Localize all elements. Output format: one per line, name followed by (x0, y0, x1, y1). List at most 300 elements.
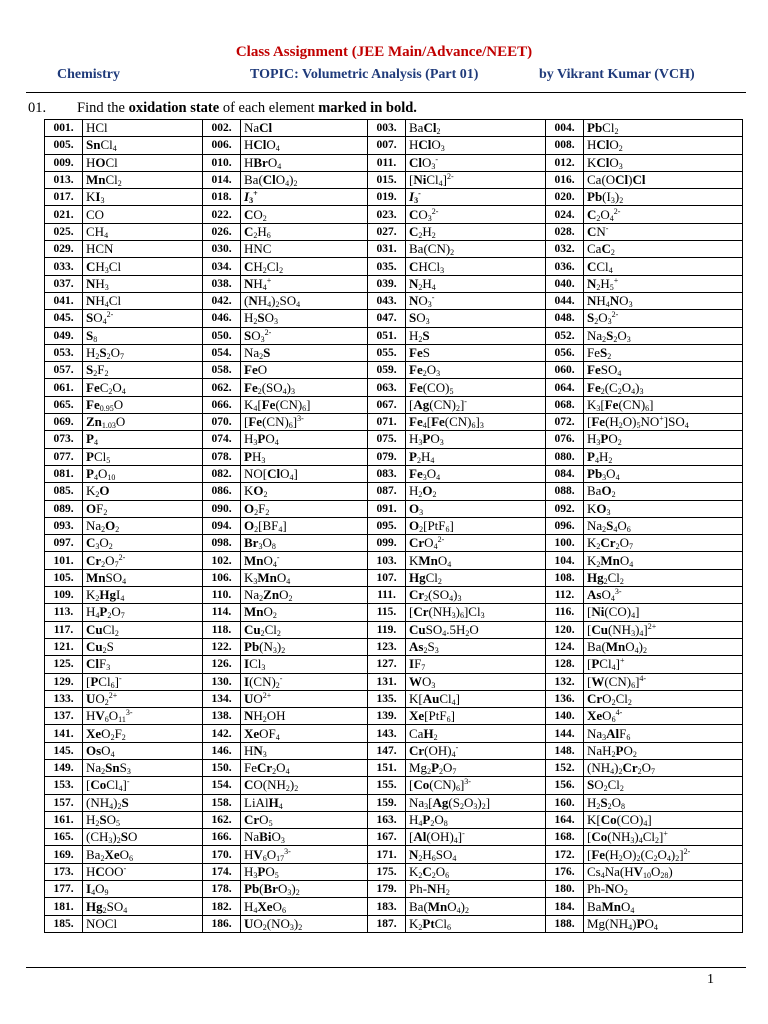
compound-formula: $NH_2OH$ (241, 708, 368, 725)
item-number: 001. (45, 120, 83, 137)
item-number: 153. (45, 777, 83, 794)
table-row (45, 379, 743, 396)
table-row (45, 811, 743, 828)
header-divider (26, 92, 746, 93)
item-number: 138. (203, 708, 241, 725)
item-number: 058. (203, 362, 241, 379)
compound-formula: $CH_3Cl$ (83, 258, 203, 275)
compound-formula: $NaH_2PO_2$ (584, 742, 743, 759)
compound-formula: XeOF$_4$ (241, 725, 368, 742)
item-number: 046. (203, 310, 241, 327)
compound-formula: $H_4XeO_6$ (241, 898, 368, 915)
compound-formula: $O_2[BF_4]$ (241, 517, 368, 534)
table-row (45, 569, 743, 586)
compound-formula: $SO_3$ (406, 310, 546, 327)
compound-formula: $Na_3[Ag(S_2O_3)_2]$ (406, 794, 546, 811)
compound-formula: BaMnO$_4$ (584, 898, 743, 915)
compound-formula: $Br_3O_8$ (241, 535, 368, 552)
item-number: 093. (45, 517, 83, 534)
item-number: 164. (546, 811, 584, 828)
author-label: by Vikrant Kumar (VCH) (539, 67, 695, 82)
compound-formula: $PH_3$ (241, 448, 368, 465)
compound-formula: $I_3^-$ (406, 189, 546, 206)
compound-formula: $(NH_4)_2Cr_2O_7$ (584, 759, 743, 776)
compound-formula: $K_2PtCl_6$ (406, 915, 546, 932)
item-number: 132. (546, 673, 584, 690)
item-number: 186. (203, 915, 241, 932)
compound-formula: ClF$_3$ (83, 656, 203, 673)
compound-formula: $SO_2Cl_2$ (584, 777, 743, 794)
item-number: 022. (203, 206, 241, 223)
compound-formula: $Cr_2O_7^{2-}$ (83, 552, 203, 569)
item-number: 038. (203, 275, 241, 292)
item-number: 018. (203, 189, 241, 206)
item-number: 128. (546, 656, 584, 673)
item-number: 056. (546, 344, 584, 361)
item-number: 015. (368, 171, 406, 188)
compound-formula: $Cs_4Na(HV_{10}O_{28})$ (584, 863, 743, 880)
compound-formula: $KO_2$ (241, 483, 368, 500)
table-row (45, 535, 743, 552)
item-number: 134. (203, 690, 241, 707)
table-row (45, 292, 743, 309)
item-number: 161. (45, 811, 83, 828)
item-number: 188. (546, 915, 584, 932)
compound-formula: $H_2SO_5$ (83, 811, 203, 828)
compound-formula: $As_2S_3$ (406, 638, 546, 655)
item-number: 118. (203, 621, 241, 638)
compound-formula: $K_4[Fe(CN)_6]$ (241, 396, 368, 413)
item-number: 127. (368, 656, 406, 673)
item-number: 034. (203, 258, 241, 275)
table-row (45, 621, 743, 638)
compound-formula: $Zn_{1.03}O$ (83, 414, 203, 431)
item-number: 179. (368, 881, 406, 898)
item-number: 067. (368, 396, 406, 413)
item-number: 072. (546, 414, 584, 431)
table-row (45, 846, 743, 863)
item-number: 030. (203, 241, 241, 258)
compound-formula: $(CH_3)_2SO$ (83, 829, 203, 846)
item-number: 012. (546, 154, 584, 171)
compound-formula: $CH_2Cl_2$ (241, 258, 368, 275)
compound-formula: $H_3PO_3$ (406, 431, 546, 448)
subject-label: Chemistry (57, 67, 120, 82)
compound-formula: $(NH_4)_2SO_4$ (241, 292, 368, 309)
page-number: 1 (707, 972, 714, 987)
item-number: 047. (368, 310, 406, 327)
item-number: 043. (368, 292, 406, 309)
item-number: 071. (368, 414, 406, 431)
table-row (45, 829, 743, 846)
table-row (45, 777, 743, 794)
item-number: 170. (203, 846, 241, 863)
compound-formula: $N_2H_4$ (406, 275, 546, 292)
compound-formula: XeO$_6^{4-}$ (584, 708, 743, 725)
item-number: 156. (546, 777, 584, 794)
item-number: 095. (368, 517, 406, 534)
item-number: 117. (45, 621, 83, 638)
compound-formula: HClO$_3$ (406, 137, 546, 154)
table-row (45, 120, 743, 137)
compound-formula: $S_8$ (83, 327, 203, 344)
compound-formula: $Fe_{0.95}O$ (83, 396, 203, 413)
compound-formula: HClO$_4$ (241, 137, 368, 154)
item-number: 171. (368, 846, 406, 863)
compound-formula: CHCl$_3$ (406, 258, 546, 275)
table-row (45, 742, 743, 759)
compound-formula: $UO_2^{2+}$ (83, 690, 203, 707)
item-number: 073. (45, 431, 83, 448)
item-number: 151. (368, 759, 406, 776)
item-number: 133. (45, 690, 83, 707)
table-row (45, 171, 743, 188)
table-row (45, 310, 743, 327)
compound-formula: CrO$_4^{2-}$ (406, 535, 546, 552)
compound-formula: $H_2S_2O_8$ (584, 794, 743, 811)
item-number: 136. (546, 690, 584, 707)
item-number: 070. (203, 414, 241, 431)
compound-formula: $O_2F_2$ (241, 500, 368, 517)
item-number: 150. (203, 759, 241, 776)
table-row (45, 638, 743, 655)
table-row (45, 587, 743, 604)
item-number: 112. (546, 587, 584, 604)
table-row (45, 673, 743, 690)
item-number: 075. (368, 431, 406, 448)
item-number: 185. (45, 915, 83, 932)
compound-formula: $I_3^+$ (241, 189, 368, 206)
item-number: 090. (203, 500, 241, 517)
table-row (45, 483, 743, 500)
compound-formula: [PCl$_6$]- (83, 673, 203, 690)
compound-formula: CN- (584, 223, 743, 240)
compound-formula: $UO_2(NO_3)_2$ (241, 915, 368, 932)
item-number: 130. (203, 673, 241, 690)
table-row (45, 500, 743, 517)
item-number: 033. (45, 258, 83, 275)
item-number: 121. (45, 638, 83, 655)
item-number: 105. (45, 569, 83, 586)
item-number: 013. (45, 171, 83, 188)
item-number: 076. (546, 431, 584, 448)
compound-formula: $Cr(OH)_4^-$ (406, 742, 546, 759)
compound-formula: $I(CN)_2^-$ (241, 673, 368, 690)
item-number: 091. (368, 500, 406, 517)
compound-formula: [NiCl$_4$]$^{2-}$ (406, 171, 546, 188)
compound-formula: MnSO$_4$ (83, 569, 203, 586)
assignment-title: Class Assignment (JEE Main/Advance/NEET) (235, 44, 533, 60)
item-number: 060. (546, 362, 584, 379)
compound-formula: $(NH_4)_2S$ (83, 794, 203, 811)
compound-formula: $[Co(CN)_6]^{3-}$ (406, 777, 546, 794)
compound-formula: $HV_6O_{11}^{3-}$ (83, 708, 203, 725)
compound-formula: $S_2F_2$ (83, 362, 203, 379)
compound-formula: KMnO$_4$ (406, 552, 546, 569)
item-number: 031. (368, 241, 406, 258)
table-row (45, 656, 743, 673)
topic-label: TOPIC: Volumetric Analysis (Part 01) (250, 67, 479, 82)
item-number: 147. (368, 742, 406, 759)
item-number: 165. (45, 829, 83, 846)
compound-formula: CrO$_5$ (241, 811, 368, 828)
compound-formula: $[Al(OH)_4]^-$ (406, 829, 546, 846)
item-number: 111. (368, 587, 406, 604)
item-number: 011. (368, 154, 406, 171)
compounds-table (44, 119, 743, 933)
compound-formula: $Fe_4[Fe(CN)_6]_3$ (406, 414, 546, 431)
table-row (45, 344, 743, 361)
item-number: 053. (45, 344, 83, 361)
item-number: 172. (546, 846, 584, 863)
item-number: 144. (546, 725, 584, 742)
item-number: 051. (368, 327, 406, 344)
compound-formula: $O_2[PtF_6]$ (406, 517, 546, 534)
item-number: 055. (368, 344, 406, 361)
item-number: 042. (203, 292, 241, 309)
compound-formula: FeO (241, 362, 368, 379)
compound-formula: AsO$_4^{3-}$ (584, 587, 743, 604)
compound-formula: $Cr_2(SO_4)_3$ (406, 587, 546, 604)
compound-formula: $Na_2ZnO_2$ (241, 587, 368, 604)
compound-formula: $H_4P_2O_8$ (406, 811, 546, 828)
item-number: 183. (368, 898, 406, 915)
item-number: 182. (203, 898, 241, 915)
table-row (45, 517, 743, 534)
item-number: 020. (546, 189, 584, 206)
compound-formula: $C_2H_2$ (406, 223, 546, 240)
compound-formula: $FeCr_2O_4$ (241, 759, 368, 776)
compound-formula: $Na_2S$ (241, 344, 368, 361)
compound-formula: LiAlH$_4$ (241, 794, 368, 811)
item-number: 083. (368, 465, 406, 482)
item-number: 108. (546, 569, 584, 586)
item-number: 010. (203, 154, 241, 171)
compound-formula: $P_4H_2$ (584, 448, 743, 465)
item-number: 052. (546, 327, 584, 344)
compound-formula: NaCl (241, 120, 368, 137)
compound-formula: $Na_2O_2$ (83, 517, 203, 534)
compound-formula: HClO$_2$ (584, 137, 743, 154)
item-number: 162. (203, 811, 241, 828)
compound-formula: $H_2S$ (406, 327, 546, 344)
compound-formula: [CoCl$_4$]- (83, 777, 203, 794)
item-number: 014. (203, 171, 241, 188)
table-row (45, 154, 743, 171)
compound-formula: $KO_3$ (584, 500, 743, 517)
compound-formula: HBrO$_4$ (241, 154, 368, 171)
compound-formula: $Cu_2Cl_2$ (241, 621, 368, 638)
compound-formula: KClO$_3$ (584, 154, 743, 171)
item-number: 102. (203, 552, 241, 569)
compound-formula: CO (83, 206, 203, 223)
compound-formula: $Ba(ClO_4)_2$ (241, 171, 368, 188)
compound-formula: $Ba(MnO_4)_2$ (406, 898, 546, 915)
compound-formula: $HN_3$ (241, 742, 368, 759)
table-row (45, 431, 743, 448)
table-row (45, 448, 743, 465)
compound-formula: $Ba(MnO_4)_2$ (584, 638, 743, 655)
item-number: 016. (546, 171, 584, 188)
table-row (45, 327, 743, 344)
compound-formula: $K_2C_2O_6$ (406, 863, 546, 880)
compound-formula: FeS$_2$ (584, 344, 743, 361)
compound-formula: HCOO- (83, 863, 203, 880)
compound-formula: NaBiO$_3$ (241, 829, 368, 846)
compound-formula: [PCl$_4$]+ (584, 656, 743, 673)
item-number: 104. (546, 552, 584, 569)
compound-formula: $Ph-NH_2$ (406, 881, 546, 898)
item-number: 176. (546, 863, 584, 880)
item-number: 066. (203, 396, 241, 413)
item-number: 063. (368, 379, 406, 396)
compound-formula: $NO_3^-$ (406, 292, 546, 309)
item-number: 023. (368, 206, 406, 223)
item-number: 094. (203, 517, 241, 534)
compound-formula: PbCl$_2$ (584, 120, 743, 137)
compound-formula: BaO$_2$ (584, 483, 743, 500)
compound-formula: ICl$_3$ (241, 656, 368, 673)
compound-formula: MnO$_2$ (241, 604, 368, 621)
compound-formula: $Fe_2(SO_4)_3$ (241, 379, 368, 396)
item-number: 035. (368, 258, 406, 275)
item-number: 114. (203, 604, 241, 621)
item-number: 059. (368, 362, 406, 379)
item-number: 089. (45, 500, 83, 517)
item-number: 160. (546, 794, 584, 811)
item-number: 054. (203, 344, 241, 361)
item-number: 184. (546, 898, 584, 915)
compound-formula: $K_2Cr_2O_7$ (584, 535, 743, 552)
item-number: 143. (368, 725, 406, 742)
compound-formula: $Mg_2P_2O_7$ (406, 759, 546, 776)
item-number: 187. (368, 915, 406, 932)
table-row (45, 137, 743, 154)
table-row (45, 708, 743, 725)
compound-formula: $I_4O_9$ (83, 881, 203, 898)
item-number: 007. (368, 137, 406, 154)
compound-formula: $Fe_2(C_2O_4)_3$ (584, 379, 743, 396)
table-row (45, 414, 743, 431)
item-number: 177. (45, 881, 83, 898)
item-number: 135. (368, 690, 406, 707)
compound-formula: $O_3$ (406, 500, 546, 517)
item-number: 107. (368, 569, 406, 586)
compound-formula: $P_4$ (83, 431, 203, 448)
compound-formula: $NH_4^+$ (241, 275, 368, 292)
item-number: 157. (45, 794, 83, 811)
compound-formula: $[Ni(CO)_4]$ (584, 604, 743, 621)
item-number: 025. (45, 223, 83, 240)
compound-formula: $FeC_2O_4$ (83, 379, 203, 396)
compound-formula: K[AuCl$_4$] (406, 690, 546, 707)
item-number: 109. (45, 587, 83, 604)
item-number: 120. (546, 621, 584, 638)
compound-formula: HCN (83, 241, 203, 258)
item-number: 115. (368, 604, 406, 621)
table-row (45, 275, 743, 292)
compound-formula: $[Ag(CN)_2]^-$ (406, 396, 546, 413)
compound-formula: $HV_6O_{17}^{3-}$ (241, 846, 368, 863)
compound-formula: $C_3O_2$ (83, 535, 203, 552)
item-number: 169. (45, 846, 83, 863)
compound-formula: $IF_7$ (406, 656, 546, 673)
item-number: 081. (45, 465, 83, 482)
compound-formula: $N_2H_6SO_4$ (406, 846, 546, 863)
compound-formula: $Mg(NH_4)PO_4$ (584, 915, 743, 932)
compound-formula: $Cu_2S$ (83, 638, 203, 655)
table-row (45, 396, 743, 413)
item-number: 003. (368, 120, 406, 137)
table-row (45, 604, 743, 621)
compound-formula: Ca(OCl)Cl (584, 171, 743, 188)
compound-formula: $Fe_2O_3$ (406, 362, 546, 379)
item-number: 129. (45, 673, 83, 690)
table-row (45, 241, 743, 258)
item-number: 061. (45, 379, 83, 396)
compound-formula: $Hg_2Cl_2$ (584, 569, 743, 586)
compound-formula: $H_4P_2O_7$ (83, 604, 203, 621)
compound-formula: Xe[PtF$_6$] (406, 708, 546, 725)
compound-formula: $H_3PO_5$ (241, 863, 368, 880)
item-number: 074. (203, 431, 241, 448)
compound-formula: FeSO$_4$ (584, 362, 743, 379)
compound-formula: $CH_4$ (83, 223, 203, 240)
item-number: 158. (203, 794, 241, 811)
item-number: 077. (45, 448, 83, 465)
item-number: 116. (546, 604, 584, 621)
compound-formula: $SO_3^{2-}$ (241, 327, 368, 344)
compound-formula: $C_2H_6$ (241, 223, 368, 240)
table-row (45, 881, 743, 898)
compound-formula: $Fe(CO)_5$ (406, 379, 546, 396)
item-number: 174. (203, 863, 241, 880)
item-number: 084. (546, 465, 584, 482)
compound-formula: $H_2O_2$ (406, 483, 546, 500)
compound-formula: $Fe_3O_4$ (406, 465, 546, 482)
compound-formula: $H_2S_2O_7$ (83, 344, 203, 361)
item-number: 175. (368, 863, 406, 880)
table-row (45, 725, 743, 742)
table-row (45, 759, 743, 776)
item-number: 155. (368, 777, 406, 794)
compound-formula: MnCl$_2$ (83, 171, 203, 188)
item-number: 163. (368, 811, 406, 828)
compound-formula: $Na_2S_4O_6$ (584, 517, 743, 534)
compound-formula: HgCl$_2$ (406, 569, 546, 586)
compound-formula: $CrO_2Cl_2$ (584, 690, 743, 707)
compound-formula: HOCl (83, 154, 203, 171)
compound-formula: $K[Co(CO)_4]$ (584, 811, 743, 828)
compound-formula: $Ba(CN)_2$ (406, 241, 546, 258)
question-number: 01. (28, 100, 47, 116)
item-number: 065. (45, 396, 83, 413)
compound-formula: $[Cu(NH_3)_4]^{2+}$ (584, 621, 743, 638)
compound-formula: ClO$_3$- (406, 154, 546, 171)
item-number: 139. (368, 708, 406, 725)
compound-formula: CaH$_2$ (406, 725, 546, 742)
item-number: 008. (546, 137, 584, 154)
item-number: 122. (203, 638, 241, 655)
item-number: 002. (203, 120, 241, 137)
item-number: 178. (203, 881, 241, 898)
compound-formula: HCl (83, 120, 203, 137)
compound-formula: $CuSO_4.5H_2O$ (406, 621, 546, 638)
table-row (45, 690, 743, 707)
item-number: 110. (203, 587, 241, 604)
table-row (45, 206, 743, 223)
compound-formula: $Hg_2SO_4$ (83, 898, 203, 915)
